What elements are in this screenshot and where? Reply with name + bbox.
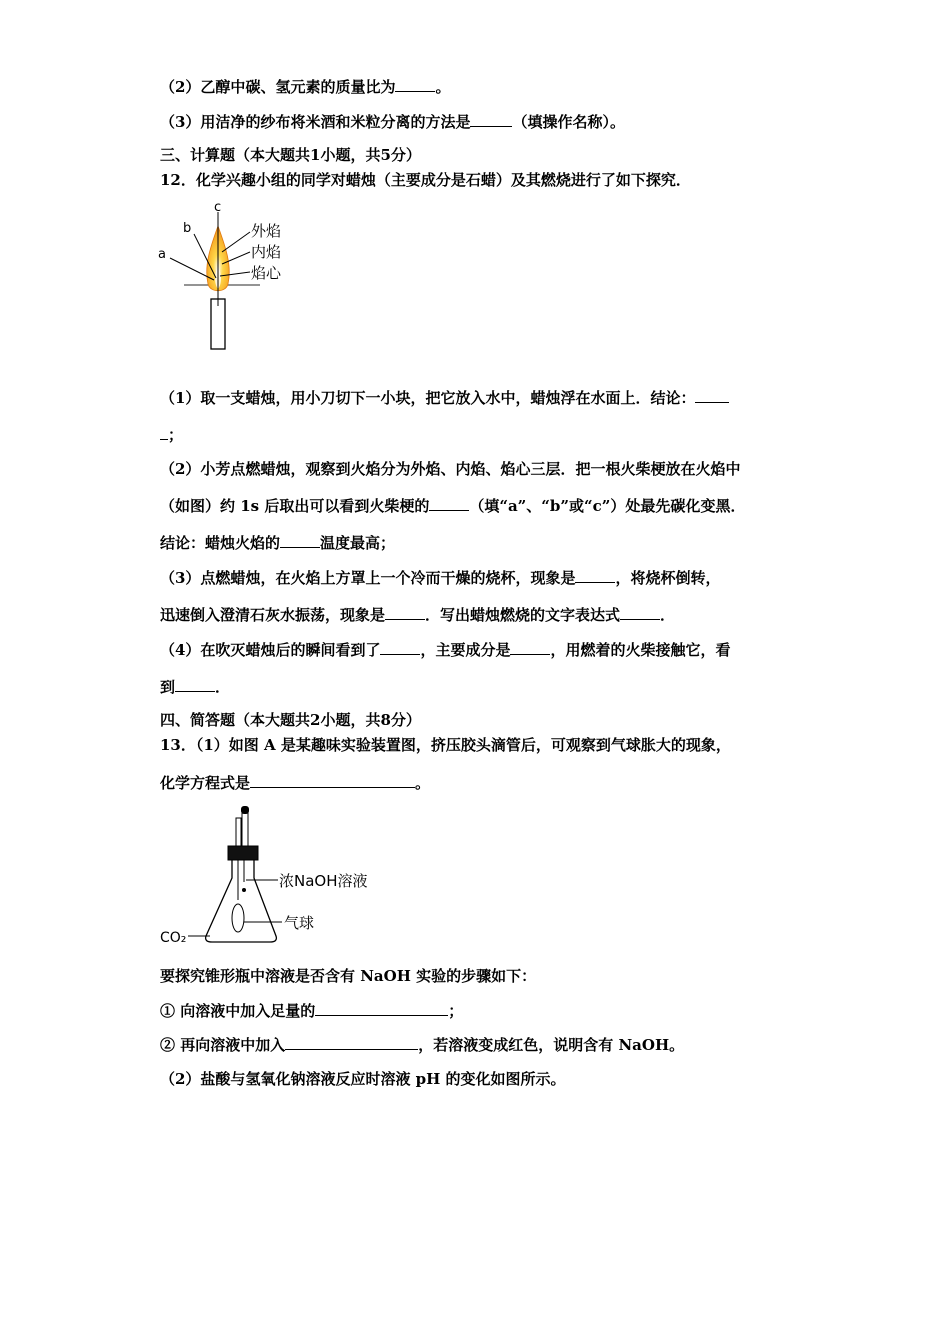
q12-part2: （2）小芳点燃蜡烛，观察到火焰分为外焰、内焰、焰心三层．把一根火柴梗放在火焰中 <box>160 460 741 478</box>
label-balloon: 气球 <box>284 914 315 932</box>
section-4-title: 四、简答题（本大题共2小题，共8分） <box>160 711 421 729</box>
section-3-title: 三、计算题（本大题共1小题，共5分） <box>160 146 421 164</box>
stopper <box>228 846 258 860</box>
q12-part3-b: ，将烧杯倒转， <box>615 569 721 587</box>
q11-part3-end: （填操作名称）。 <box>512 113 625 131</box>
q13-step2-a: ② 再向溶液中加入 <box>160 1036 286 1054</box>
answer-blank[interactable] <box>510 640 550 655</box>
flask-apparatus-figure <box>158 804 388 950</box>
q11-part3 <box>160 112 625 132</box>
answer-blank[interactable] <box>429 496 469 511</box>
q13-part1-b: 化学方程式是 <box>160 774 251 792</box>
q12-part4-e: ． <box>215 678 231 696</box>
q12-part2-cont <box>160 496 745 516</box>
answer-blank[interactable] <box>695 388 729 403</box>
q12-part3-c: 迅速倒入澄清石灰水振荡，现象是 <box>160 606 386 624</box>
answer-blank[interactable] <box>280 533 320 548</box>
q12-part4-d: 到 <box>160 678 176 696</box>
answer-blank[interactable] <box>315 1001 448 1016</box>
label-b: b <box>183 221 192 236</box>
q12-part2-cont-a: （如图）约 1s 后取出可以看到火柴梗的 <box>160 497 430 515</box>
q12-conclusion <box>160 533 395 553</box>
q13-step2 <box>160 1035 684 1055</box>
answer-blank[interactable] <box>380 640 420 655</box>
q12-part2-cont-b: （填“a”、“b”或“c”）处最先碳化变黑． <box>469 497 746 515</box>
q11-part2 <box>160 77 450 97</box>
answer-blank[interactable] <box>160 425 168 440</box>
q13-step1-end: ； <box>448 1002 464 1020</box>
label-naoh-solution: 浓NaOH溶液 <box>279 872 368 890</box>
q11-part3-text: （3）用洁净的纱布将米酒和米粒分离的方法是 <box>160 113 471 131</box>
label-inner-flame: 内焰 <box>251 243 282 261</box>
q12-part4-c: ，用燃着的火柴接触它，看 <box>550 641 731 659</box>
answer-blank[interactable] <box>385 605 425 620</box>
q12-part4-cont <box>160 677 230 697</box>
label-outer-flame: 外焰 <box>251 222 282 240</box>
answer-blank[interactable] <box>285 1035 418 1050</box>
label-co2: CO₂ <box>160 930 187 946</box>
q13-step2-b: ，若溶液变成红色，说明含有 NaOH。 <box>418 1036 685 1054</box>
q12-part4-a: （4）在吹灭蜡烛后的瞬间看到了 <box>160 641 381 659</box>
q13-step1 <box>160 1001 463 1021</box>
q12-conclusion-b: 温度最高； <box>320 534 396 552</box>
q12-conclusion-a: 结论：蜡烛火焰的 <box>160 534 281 552</box>
q12-part1 <box>160 388 729 408</box>
candle-flame-figure <box>150 196 300 356</box>
q12-part1-text: （1）取一支蜡烛，用小刀切下一小块，把它放入水中，蜡烛浮在水面上．结论： <box>160 389 696 407</box>
label-a: a <box>158 247 166 262</box>
q12-part1-cont <box>160 425 183 445</box>
q12-part3-a: （3）点燃蜡烛，在火焰上方罩上一个冷而干燥的烧杯，现象是 <box>160 569 576 587</box>
candle-body <box>211 299 225 349</box>
label-flame-core: 焰心 <box>251 264 282 282</box>
q13-intro: 要探究锥形瓶中溶液是否含有 NaOH 实验的步骤如下： <box>160 967 537 985</box>
q11-part2-end: 。 <box>435 78 451 96</box>
answer-blank[interactable] <box>470 112 512 127</box>
answer-blank[interactable] <box>175 677 215 692</box>
q12-part3-e: ． <box>660 606 676 624</box>
answer-blank[interactable] <box>575 568 615 583</box>
q13-part1: 13．（1）如图 A 是某趣味实验装置图，挤压胶头滴管后，可观察到气球胀大的现象， <box>160 736 731 754</box>
answer-blank[interactable] <box>395 77 435 92</box>
q13-part2: （2）盐酸与氢氧化钠溶液反应时溶液 pH 的变化如图所示。 <box>160 1070 566 1088</box>
label-c: c <box>214 200 222 215</box>
balloon <box>232 904 244 932</box>
q12-part3-cont <box>160 605 675 625</box>
q12-stem: 12．化学兴趣小组的同学对蜡烛（主要成分是石蜡）及其燃烧进行了如下探究． <box>160 171 691 189</box>
answer-blank[interactable] <box>250 773 415 788</box>
q13-part1-cont <box>160 773 430 793</box>
q11-part2-text: （2）乙醇中碳、氢元素的质量比为 <box>160 78 396 96</box>
q12-part3-d: ．写出蜡烛燃烧的文字表达式 <box>425 606 621 624</box>
dropper-bulb <box>241 806 249 814</box>
q12-part3 <box>160 568 720 588</box>
answer-blank[interactable] <box>620 605 660 620</box>
q12-part4 <box>160 640 730 660</box>
q13-part1-end: 。 <box>415 774 431 792</box>
q12-part1-end: ； <box>168 426 184 444</box>
q12-part4-b: ，主要成分是 <box>420 641 511 659</box>
q13-step1-a: ① 向溶液中加入足量的 <box>160 1002 316 1020</box>
